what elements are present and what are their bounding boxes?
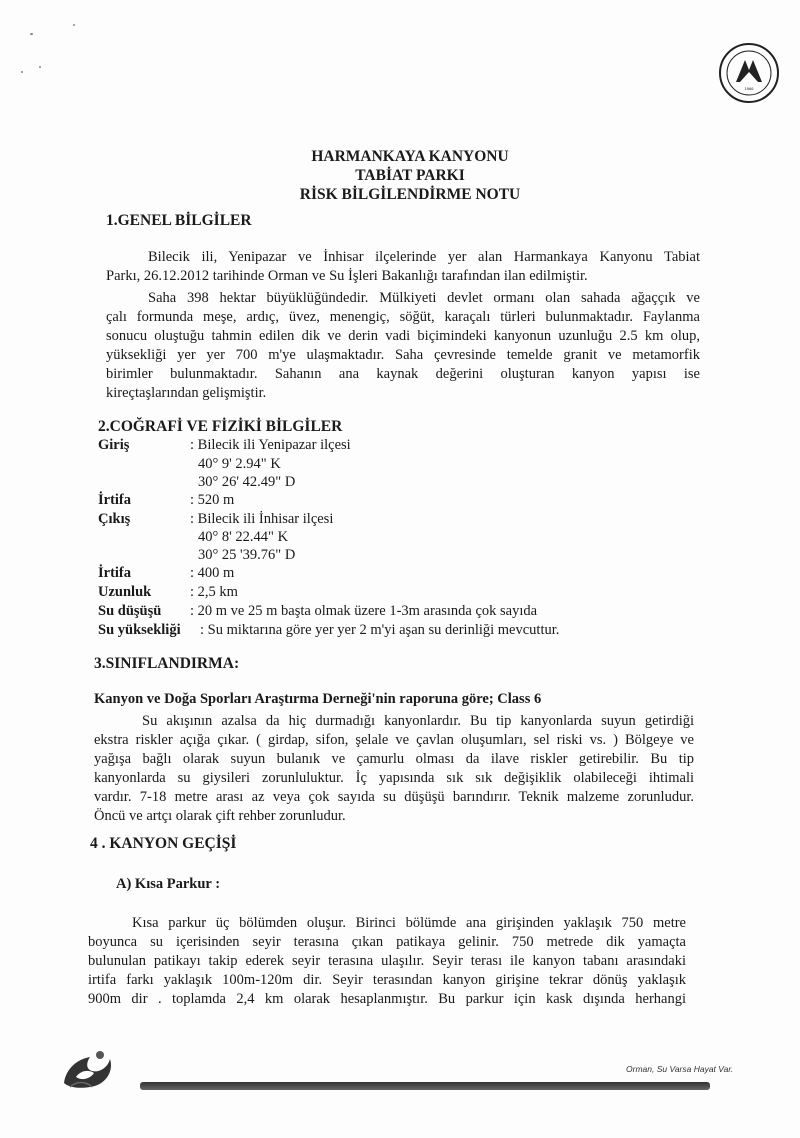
paragraph-line: yağışa bağlı olarak suyun bulanık ve çamurlu olması da ilave riskler getirebilir. Bu tip [94,751,694,767]
scan-speck [30,33,33,35]
info-label: İrtifa [98,565,132,581]
paragraph-line: Kısa parkur üç bölümden oluşur. Birinci bölümde ana girişinden yaklaşık 750 metre [132,915,686,931]
info-row [98,436,351,454]
footer-rule [140,1082,710,1090]
info-value: 30° 26' 42.49" D [198,474,296,490]
info-value: : Bilecik ili İnhisar ilçesi [190,511,334,527]
scan-speck [73,24,75,26]
footer-slogan: Orman, Su Varsa Hayat Var. [626,1064,734,1074]
paragraph-line: yüksekliği yer yer 700 m'ye ulaşmaktadır. Saha çevresinde temelde granit ve metamorfik [106,347,700,363]
info-row [98,602,537,620]
info-row [98,583,238,601]
paragraph-line: kanyonlarda su giysileri zorunluluktur. İç yapısında sık sık değişiklik olabileceği ihtimali [94,770,694,786]
scan-speck [39,66,41,68]
info-label: Giriş [98,437,130,453]
paragraph-line: Su akışının azalsa da hiç durmadığı kanyonlardır. Bu tip kanyonlarda suyun getirdiği [142,713,694,729]
info-label: İrtifa [98,492,132,508]
info-value: : 2,5 km [190,584,238,600]
info-value: 40° 8' 22.44" K [198,529,289,545]
seal-year: 1966 [744,86,754,91]
info-row [198,455,281,473]
info-value: : Bilecik ili Yenipazar ilçesi [190,437,351,453]
info-label: Uzunluk [98,584,152,600]
info-value: : 400 m [190,565,235,581]
info-row [98,491,234,509]
info-row [198,546,295,564]
info-value: : 520 m [190,492,235,508]
info-value: : Su miktarına göre yer yer 2 m'yi aşan su derinliği mevcuttur. [200,622,560,638]
info-row [98,510,333,528]
paragraph-line: Saha 398 hektar büyüklüğündedir. Mülkiyeti devlet ormanı olan sahada ağaççık ve [148,290,700,306]
info-row [198,473,295,491]
info-row [98,564,234,582]
paragraph-line: ekstra riskler açığa çıkar. ( girdap, sifon, şelale ve çavlan oluşumları, sel riski vs. ) Bölgeye ve [94,732,694,748]
scan-speck [21,71,23,73]
info-value: 40° 9' 2.94" K [198,456,281,472]
paragraph-line: Öncü ve artçı olarak çift rehber zorunludur. [94,808,346,824]
ministry-footer-logo-icon [56,1043,118,1091]
section-heading-canyon-crossing: 4 . KANYON GEÇİŞİ [90,835,237,852]
paragraph-line: sonucu oluştuğu tahmin edilen dik ve derin vadi biçimindeki kanyonun uzunluğu 2.5 km olup, [106,328,700,344]
short-route-subheading: A) Kısa Parkur : [116,876,221,892]
info-row [198,528,288,546]
section-heading-classification: 3.SINIFLANDIRMA: [94,655,240,672]
paragraph-line: kireçtaşlarından gelişmiştir. [106,385,267,401]
paragraph-line: 900m dir . toplamda 2,4 km olarak hesaplanmıştır. Bu parkur için kask dışında herhangi [88,991,686,1007]
title-line-3: RİSK BİLGİLENDİRME NOTU [299,186,521,203]
classification-subheading: Kanyon ve Doğa Sporları Araştırma Derneği'nin raporuna göre; Class 6 [94,691,542,707]
info-label: Su yüksekliği [98,622,181,638]
paragraph-line: boyunca su içerisinden seyir terasına çıkan patikaya gelinir. 750 metrede dik yamaçta [88,934,686,950]
paragraph-line: birimler bulunmaktadır. Sahanın ana kaynak değerini oluşturan kanyon yapısı ise [106,366,700,382]
section-heading-general: 1.GENEL BİLGİLER [106,212,252,229]
paragraph-line: vardır. 7-18 metre arası az veya çok sayıda su düşüşü barındırır. Teknik malzeme zorunludur. [94,789,694,805]
info-value: 30° 25 '39.76" D [198,547,296,563]
info-label: Çıkış [98,511,131,527]
title-line-1: HARMANKAYA KANYONU [311,148,509,165]
paragraph-line: irtifa farkı yaklaşık 100m-120m dir. Seyir terasından kanyon girişine tekrar dönüş yaklaşık [88,972,686,988]
title-line-2: TABİAT PARKI [355,167,465,184]
info-row [98,621,559,639]
paragraph-line: çalı formunda meşe, ardıç, üvez, menengiç, söğüt, karaçalı türleri bulunmaktadır. Faylanma [106,309,700,325]
ministry-seal-icon [718,42,780,104]
section-heading-geography: 2.COĞRAFİ VE FİZİKİ BİLGİLER [98,418,343,435]
info-label: Su düşüşü [98,603,162,619]
paragraph-line: Parkı, 26.12.2012 tarihinde Orman ve Su İşleri Bakanlığı tarafından ilan edilmiştir. [106,268,588,284]
paragraph-line: Bilecik ili, Yenipazar ve İnhisar ilçelerinde yer alan Harmankaya Kanyonu Tabiat [148,249,700,265]
paragraph-line: bulunulan patikayı takip ederek seyir terasına ulaşılır. Seyir terası ile kanyon tabanı arasındaki [88,953,686,969]
info-value: : 20 m ve 25 m başta olmak üzere 1-3m arasında çok sayıda [190,603,538,619]
